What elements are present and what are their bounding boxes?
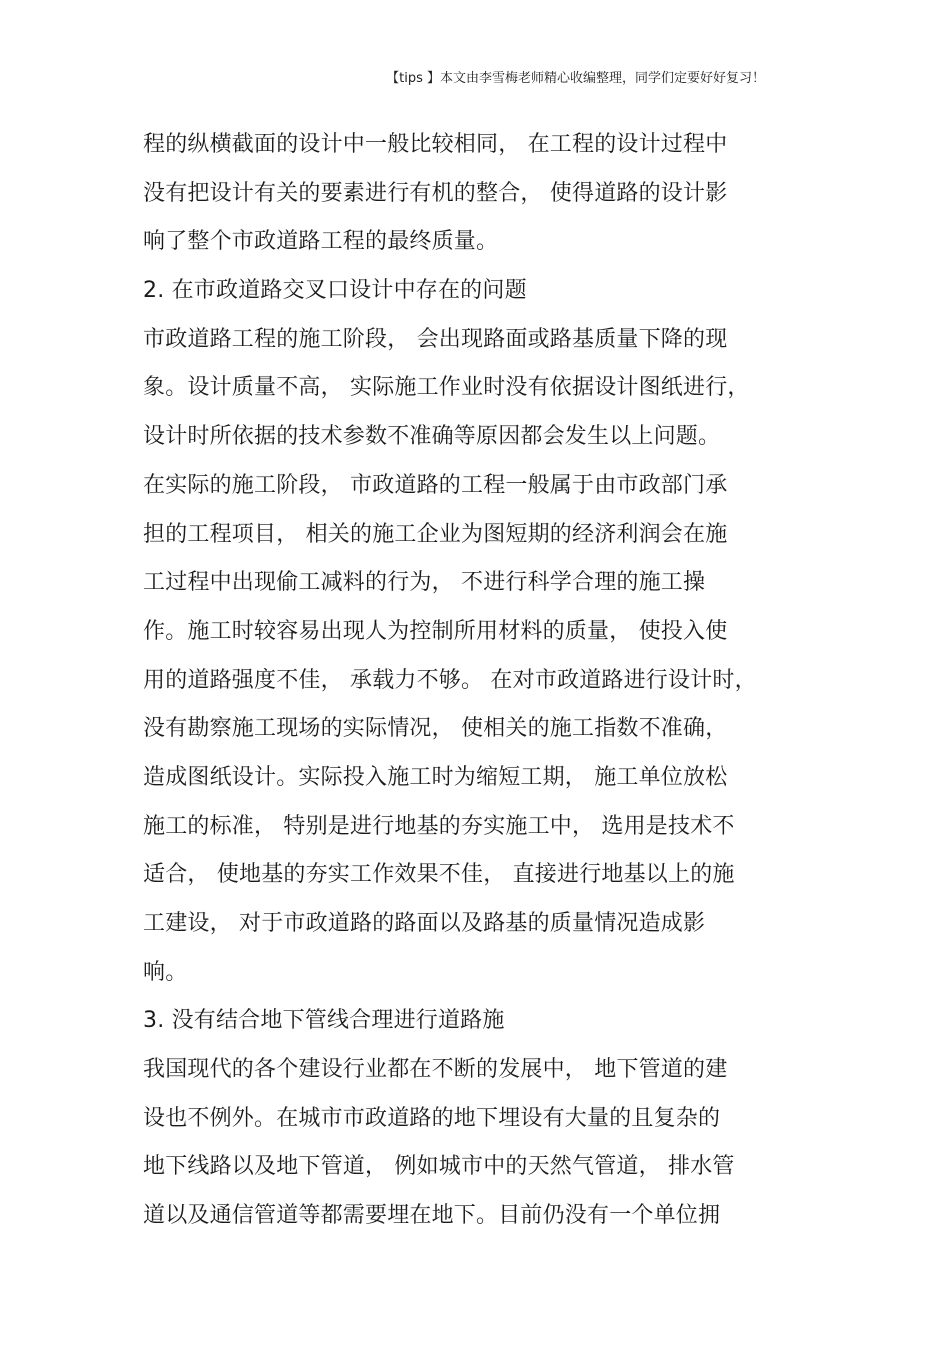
text-line: 道以及通信管道等都需要埋在地下。目前仍没有一个单位拥	[143, 1203, 721, 1229]
text-line: 响。	[143, 959, 188, 985]
text-line: 我国现代的各个建设行业都在不断的发展中， 地下管道的建	[143, 1057, 728, 1083]
text-line: 用的道路强度不佳， 承载力不够。 在对市政道路进行设计时，	[143, 667, 757, 693]
text-line: 施工的标准， 特别是进行地基的夯实施工中， 选用是技术不	[143, 813, 735, 839]
text-line: 象。设计质量不高， 实际施工作业时没有依据设计图纸进行，	[143, 375, 750, 401]
text-line: 响了整个市政道路工程的最终质量。	[143, 229, 499, 255]
text-line: 没有勘察施工现场的实际情况， 使相关的施工指数不准确，	[143, 716, 728, 742]
text-line: 设计时所依据的技术参数不准确等原因都会发生以上问题。	[143, 424, 721, 450]
header-tips: 【tips 】本文由李雪梅老师精心收编整理，同学们定要好好复习！	[386, 71, 765, 86]
text-line: 设也不例外。在城市市政道路的地下埋设有大量的且复杂的	[143, 1105, 721, 1131]
section-heading: 2. 在市政道路交叉口设计中存在的问题	[143, 278, 527, 304]
text-line: 市政道路工程的施工阶段， 会出现路面或路基质量下降的现	[143, 326, 728, 352]
text-line: 程的纵横截面的设计中一般比较相同， 在工程的设计过程中	[143, 132, 728, 157]
text-line: 在实际的施工阶段， 市政道路的工程一般属于由市政部门承	[143, 472, 728, 498]
text-line: 工建设， 对于市政道路的路面以及路基的质量情况造成影	[143, 911, 706, 936]
text-line: 造成图纸设计。实际投入施工时为缩短工期， 施工单位放松	[143, 764, 728, 790]
body-text	[143, 121, 823, 1241]
text-line: 适合， 使地基的夯实工作效果不佳， 直接进行地基以上的施	[143, 862, 735, 888]
text-line: 工过程中出现偷工减料的行为， 不进行科学合理的施工操	[143, 570, 706, 596]
text-line: 作。施工时较容易出现人为控制所用材料的质量， 使投入使	[143, 618, 728, 644]
section-heading: 3. 没有结合地下管线合理进行道路施	[143, 1008, 505, 1034]
text-line: 地下线路以及地下管道， 例如城市中的天然气管道， 排水管	[143, 1154, 735, 1180]
text-line: 担的工程项目， 相关的施工企业为图短期的经济利润会在施	[143, 521, 728, 547]
text-line: 没有把设计有关的要素进行有机的整合， 使得道路的设计影	[143, 180, 728, 206]
